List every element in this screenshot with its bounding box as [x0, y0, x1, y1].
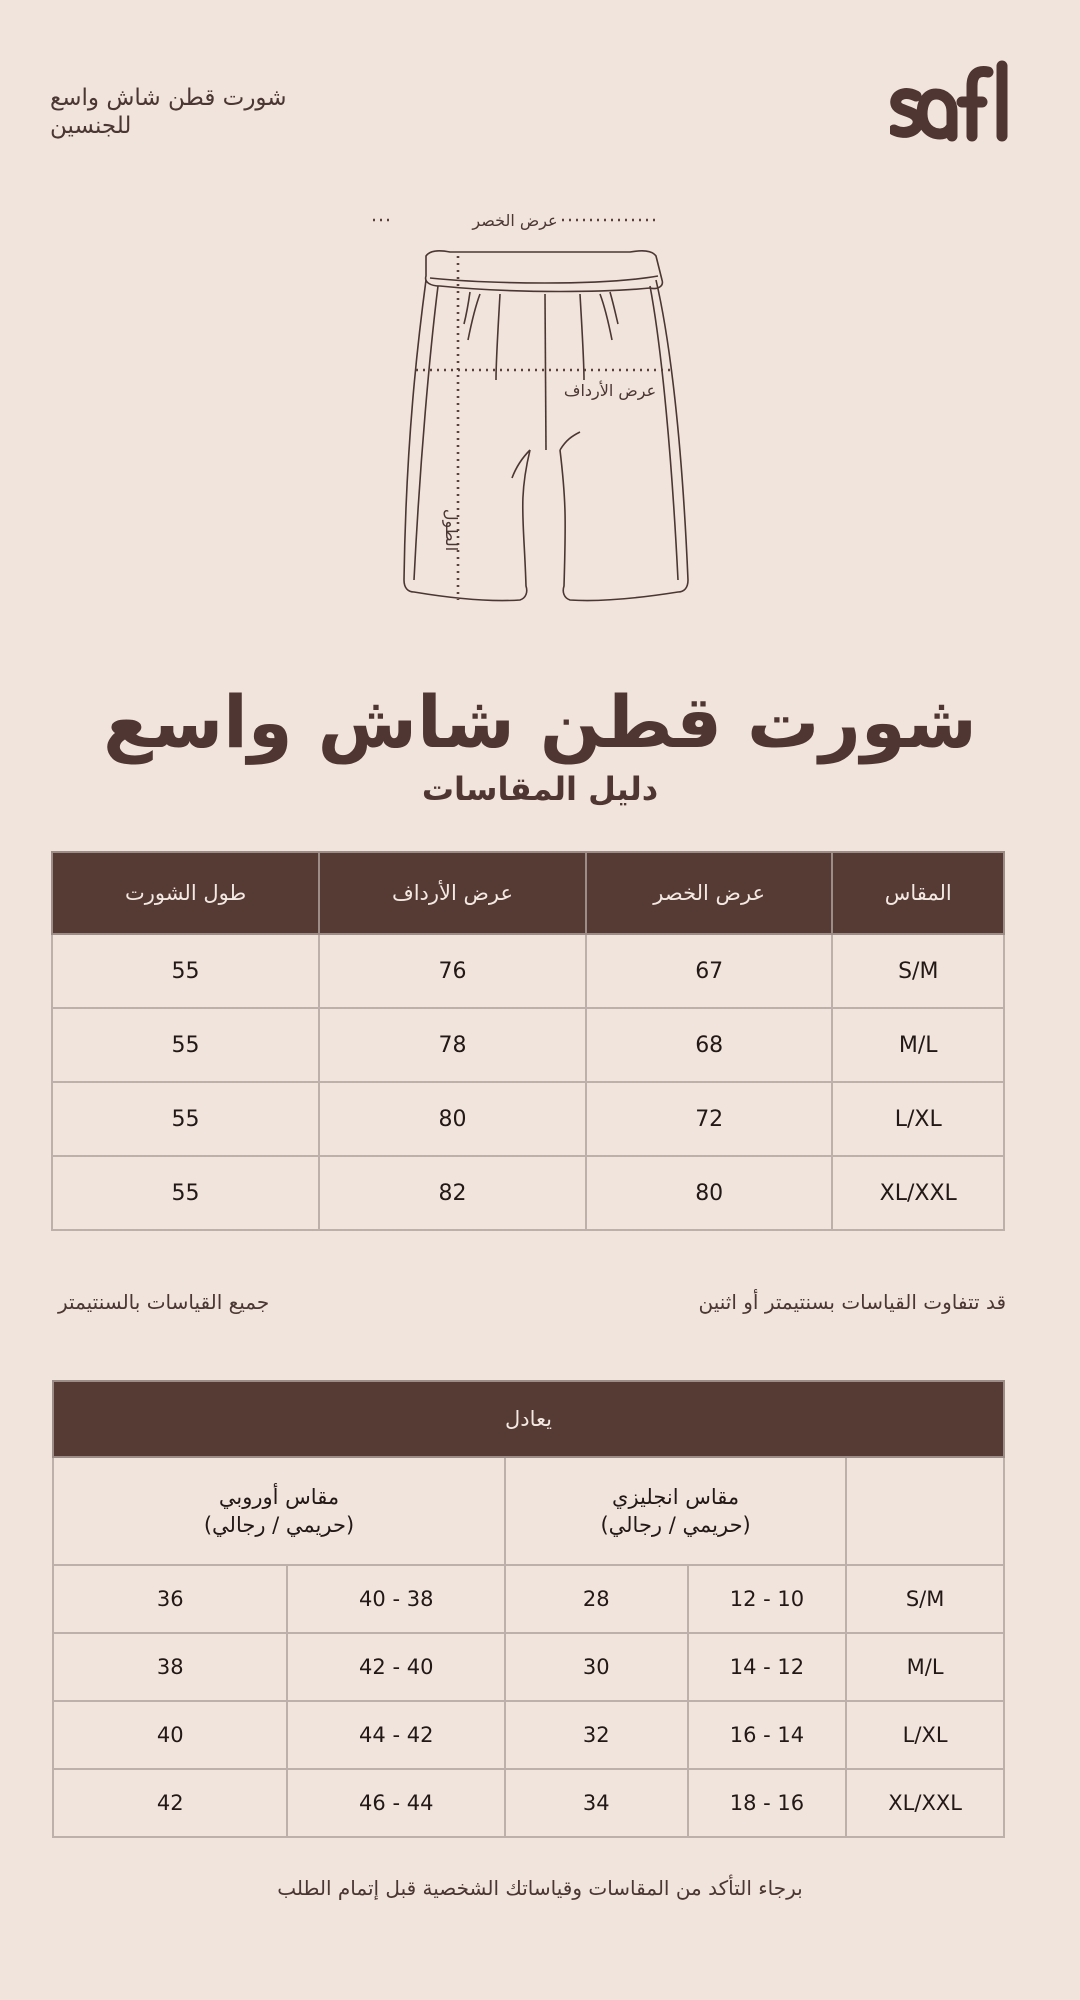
uk-size-gender: (حريمي / رجالي) [600, 1513, 751, 1537]
table-row [52, 934, 1004, 1008]
cell-uk-men: 30 [505, 1633, 688, 1701]
product-title: شورت قطن شاش واسع [103, 680, 977, 764]
cell-eu-women: 38 - 40 [287, 1565, 505, 1633]
header-hips: عرض الأرداف [319, 852, 586, 934]
cell-eu-women: 40 - 42 [287, 1633, 505, 1701]
empty-corner-cell [846, 1457, 1004, 1565]
cell-length: 55 [52, 1156, 319, 1230]
footer-note: برجاء التأكد من المقاسات وقياساتك الشخصية قبل إتمام الطلب [277, 1876, 803, 1900]
cell-length: 55 [52, 1008, 319, 1082]
product-name-small: شورت قطن شاش واسع للجنسين [50, 85, 287, 139]
variance-note: قد تتفاوت القياسات بسنتيمتر أو اثنين [698, 1290, 1006, 1314]
uk-size-header [505, 1457, 846, 1565]
equivalence-header-row [53, 1381, 1004, 1457]
waist-label: عرض الخصر [472, 211, 558, 230]
table-row [53, 1565, 1004, 1633]
cell-eu-men: 36 [53, 1565, 287, 1633]
cell-size: L/XL [832, 1082, 1004, 1156]
cell-waist: 68 [586, 1008, 833, 1082]
table-row [53, 1769, 1004, 1837]
cell-eu-men: 38 [53, 1633, 287, 1701]
cell-uk-women: 12 - 14 [688, 1633, 847, 1701]
eu-size-gender: (حريمي / رجالي) [203, 1513, 355, 1537]
cell-eu-men: 42 [53, 1769, 287, 1837]
eu-size-header [53, 1457, 505, 1565]
shorts-diagram [370, 200, 720, 620]
cell-eu-women: 44 - 46 [287, 1769, 505, 1837]
size-guide-subtitle: دليل المقاسات [421, 770, 659, 808]
table-row [52, 1008, 1004, 1082]
cell-hips: 80 [319, 1082, 586, 1156]
cell-uk-men: 32 [505, 1701, 688, 1769]
cell-waist: 67 [586, 934, 833, 1008]
cell-waist: 72 [586, 1082, 833, 1156]
cell-size: XL/XXL [832, 1156, 1004, 1230]
cell-uk-women: 16 - 18 [688, 1769, 847, 1837]
cell-waist: 80 [586, 1156, 833, 1230]
cell-hips: 76 [319, 934, 586, 1008]
cell-eu-women: 42 - 44 [287, 1701, 505, 1769]
cell-uk-men: 28 [505, 1565, 688, 1633]
cell-size: L/XL [846, 1701, 1004, 1769]
equivalence-subheader-row [53, 1457, 1004, 1565]
table-row [53, 1633, 1004, 1701]
cell-size: S/M [846, 1565, 1004, 1633]
equivalence-header: يعادل [53, 1381, 1004, 1457]
size-table [51, 851, 1005, 1231]
uk-size-label: مقاس انجليزي [612, 1485, 740, 1509]
cell-size: S/M [832, 934, 1004, 1008]
cell-uk-men: 34 [505, 1769, 688, 1837]
cell-uk-women: 10 - 12 [688, 1565, 847, 1633]
size-table-header-row [52, 852, 1004, 934]
equivalence-table [52, 1380, 1005, 1838]
cell-hips: 82 [319, 1156, 586, 1230]
header-size: المقاس [832, 852, 1004, 934]
cell-length: 55 [52, 1082, 319, 1156]
table-row [52, 1156, 1004, 1230]
header-waist: عرض الخصر [586, 852, 833, 934]
hips-label: عرض الأرداف [563, 381, 657, 400]
cell-hips: 78 [319, 1008, 586, 1082]
cell-eu-men: 40 [53, 1701, 287, 1769]
cell-size: XL/XXL [846, 1769, 1004, 1837]
header-length: طول الشورت [52, 852, 319, 934]
cell-uk-women: 14 - 16 [688, 1701, 847, 1769]
brand-logo [890, 56, 1010, 144]
units-note: جميع القياسات بالسنتيمتر [58, 1290, 270, 1314]
cell-size: M/L [832, 1008, 1004, 1082]
table-row [53, 1701, 1004, 1769]
table-row [52, 1082, 1004, 1156]
cell-size: M/L [846, 1633, 1004, 1701]
eu-size-label: مقاس أوروبي [218, 1485, 340, 1509]
cell-length: 55 [52, 934, 319, 1008]
length-label: الطول [442, 508, 461, 552]
